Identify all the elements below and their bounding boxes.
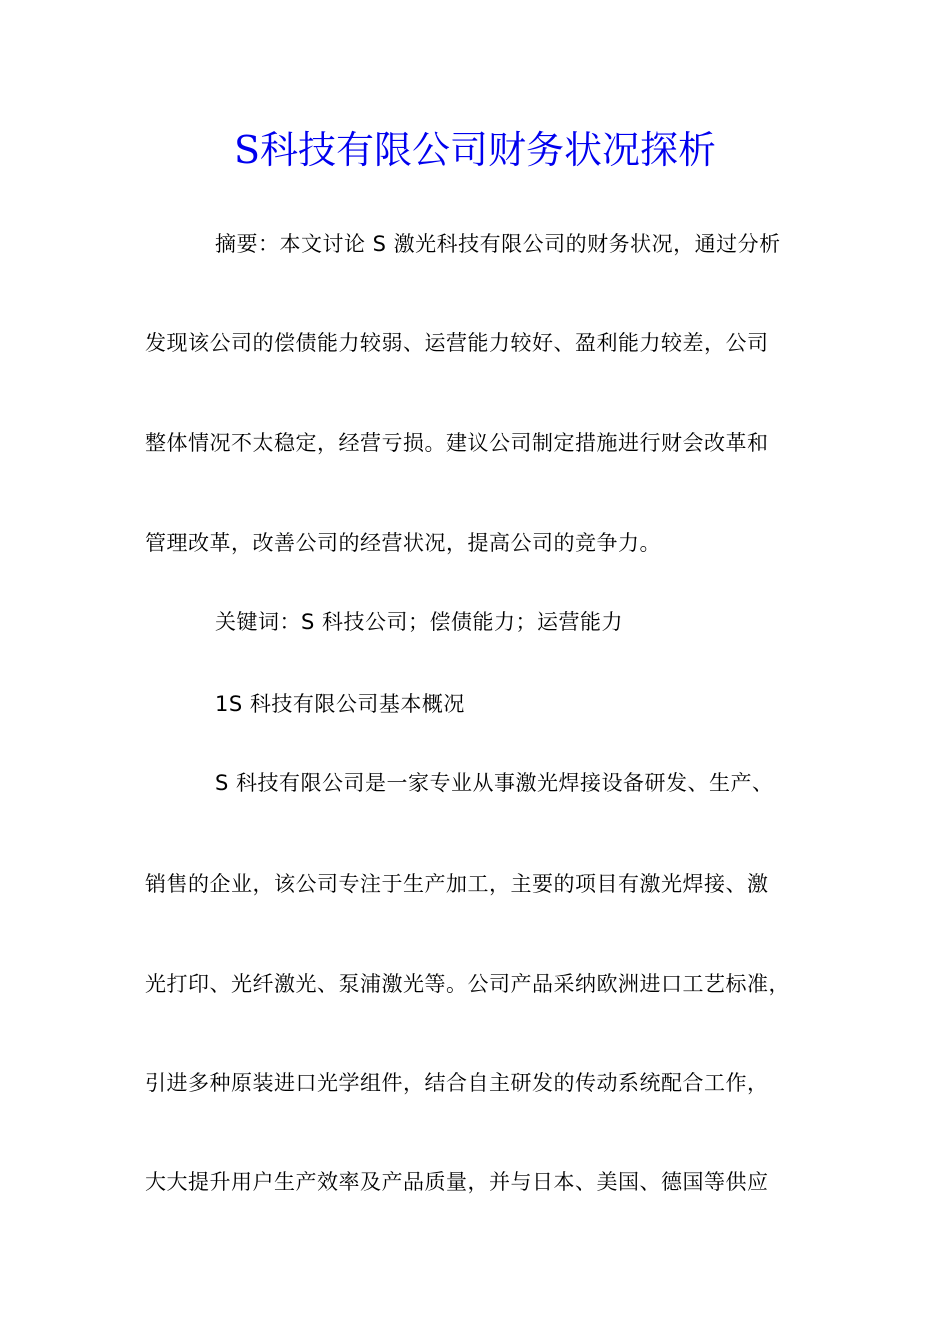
section-1-line-1: S 科技有限公司是一家专业从事激光焊接设备研发、生产、 (215, 771, 774, 795)
keywords: 关键词：S 科技公司；偿债能力；运营能力 (215, 610, 624, 634)
section-1-line-4: 引进多种原装进口光学组件，结合自主研发的传动系统配合工作， (145, 1071, 769, 1095)
section-1-line-3: 光打印、光纤激光、泵浦激光等。公司产品采纳欧洲进口工艺标准， (145, 972, 790, 996)
abstract-line-3: 整体情况不太稳定，经营亏损。建议公司制定措施进行财会改革和 (145, 431, 769, 455)
section-1-heading: 1S 科技有限公司基本概况 (215, 692, 465, 716)
abstract-line-4: 管理改革，改善公司的经营状况，提高公司的竞争力。 (145, 531, 661, 555)
section-1-line-2: 销售的企业，该公司专注于生产加工，主要的项目有激光焊接、激 (145, 872, 769, 896)
abstract-line-2: 发现该公司的偿债能力较弱、运营能力较好、盈利能力较差，公司 (145, 331, 769, 355)
abstract-line-1: 摘要：本文讨论 S 激光科技有限公司的财务状况，通过分析 (215, 232, 781, 256)
section-1-line-5: 大大提升用户生产效率及产品质量，并与日本、美国、德国等供应 (145, 1170, 769, 1194)
document-title: S科技有限公司财务状况探析 (233, 128, 717, 172)
